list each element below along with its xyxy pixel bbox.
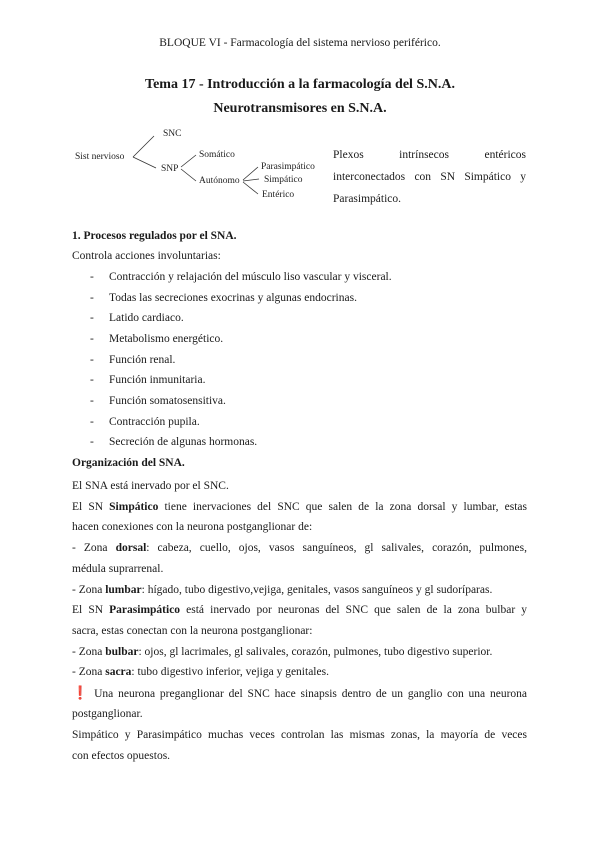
paragraph-line: hacen conexiones con la neurona postganglionar de: (72, 521, 313, 533)
list-item: - Función inmunitaria. (90, 374, 206, 386)
page-subtitle: Neurotransmisores en S.N.A. (213, 101, 387, 116)
paragraph-line: El SN Parasimpático está inervado por neuronas del SNC que salen de la zona bulbar y (72, 604, 528, 616)
list-item: - Metabolismo energético. (90, 333, 224, 345)
diagram-arrow (243, 167, 258, 180)
page-header: BLOQUE VI - Farmacología del sistema nervioso periférico. (159, 37, 441, 49)
paragraph-line: sacra, estas conectan con la neurona postganglionar: (72, 625, 313, 637)
paragraph-line: - Zona sacra: tubo digestivo inferior, vejiga y genitales. (72, 666, 329, 678)
paragraph-line: Simpático y Parasimpático muchas veces controlan las mismas zonas, la mayoría de veces (72, 729, 527, 741)
paragraph-line: postganglionar. (72, 708, 143, 720)
diagram-simpatico: Simpático (264, 175, 303, 185)
nervous-system-diagram (72, 126, 332, 206)
list-item: - Latido cardiaco. (90, 312, 184, 324)
diagram-parasimpatico: Parasimpático (261, 162, 315, 172)
page-title: Tema 17 - Introducción a la farmacología del S.N.A. (145, 77, 455, 92)
section-intro: Controla acciones involuntarias: (72, 250, 221, 262)
paragraph-line: - Zona lumbar: hígado, tubo digestivo,vejiga, genitales, vasos sanguíneos y gl sudoríparas. (72, 584, 493, 596)
list-item: - Contracción y relajación del músculo liso vascular y visceral. (90, 271, 392, 283)
list-item: - Contracción pupila. (90, 416, 200, 428)
paragraph-line: El SN Simpático tiene inervaciones del SNC que salen de la zona dorsal y lumbar, estas (72, 501, 527, 513)
diagram-somatico: Somático (199, 150, 235, 160)
paragraph-line: - Zona bulbar: ojos, gl lacrimales, gl salivales, corazón, pulmones, tubo digestivo superior. (72, 646, 493, 658)
diagram-arrow (133, 157, 156, 168)
diagram-arrow (243, 179, 259, 181)
diagram-arrow (181, 155, 196, 167)
list-item: - Función renal. (90, 354, 176, 366)
diagram-arrow (133, 136, 154, 157)
warning-line: ❗ Una neurona preganglionar del SNC hace sinapsis dentro de un ganglio con una neurona (72, 685, 528, 700)
diagram-snc: SNC (163, 129, 182, 139)
paragraph-line: médula suprarrenal. (72, 563, 164, 575)
paragraph-line: El SNA está inervado por el SNC. (72, 480, 229, 492)
diagram-arrow (243, 182, 258, 194)
diagram-arrow (181, 169, 196, 181)
section-heading-procesos: 1. Procesos regulados por el SNA. (72, 230, 237, 242)
diagram-snp: SNP (161, 164, 179, 174)
exclamation-icon: ❗ (72, 685, 91, 700)
paragraph-line: con efectos opuestos. (72, 750, 171, 762)
paragraph-line: - Zona dorsal: cabeza, cuello, ojos, vasos sanguíneos, gl salivales, corazón, pulmones, (72, 542, 527, 554)
list-item: - Función somatosensitiva. (90, 395, 226, 407)
list-item: - Todas las secreciones exocrinas y algunas endocrinas. (90, 292, 357, 304)
list-item: - Secreción de algunas hormonas. (90, 436, 258, 448)
plexos-note: Plexos intrínsecos entéricos interconectados con SN Simpático y Parasimpático. (333, 149, 526, 205)
diagram-enterico: Entérico (262, 190, 295, 200)
diagram-root: Sist nervioso (75, 152, 125, 162)
diagram-autonomo: Autónomo (199, 176, 240, 186)
section-heading-organizacion: Organización del SNA. (72, 457, 185, 469)
